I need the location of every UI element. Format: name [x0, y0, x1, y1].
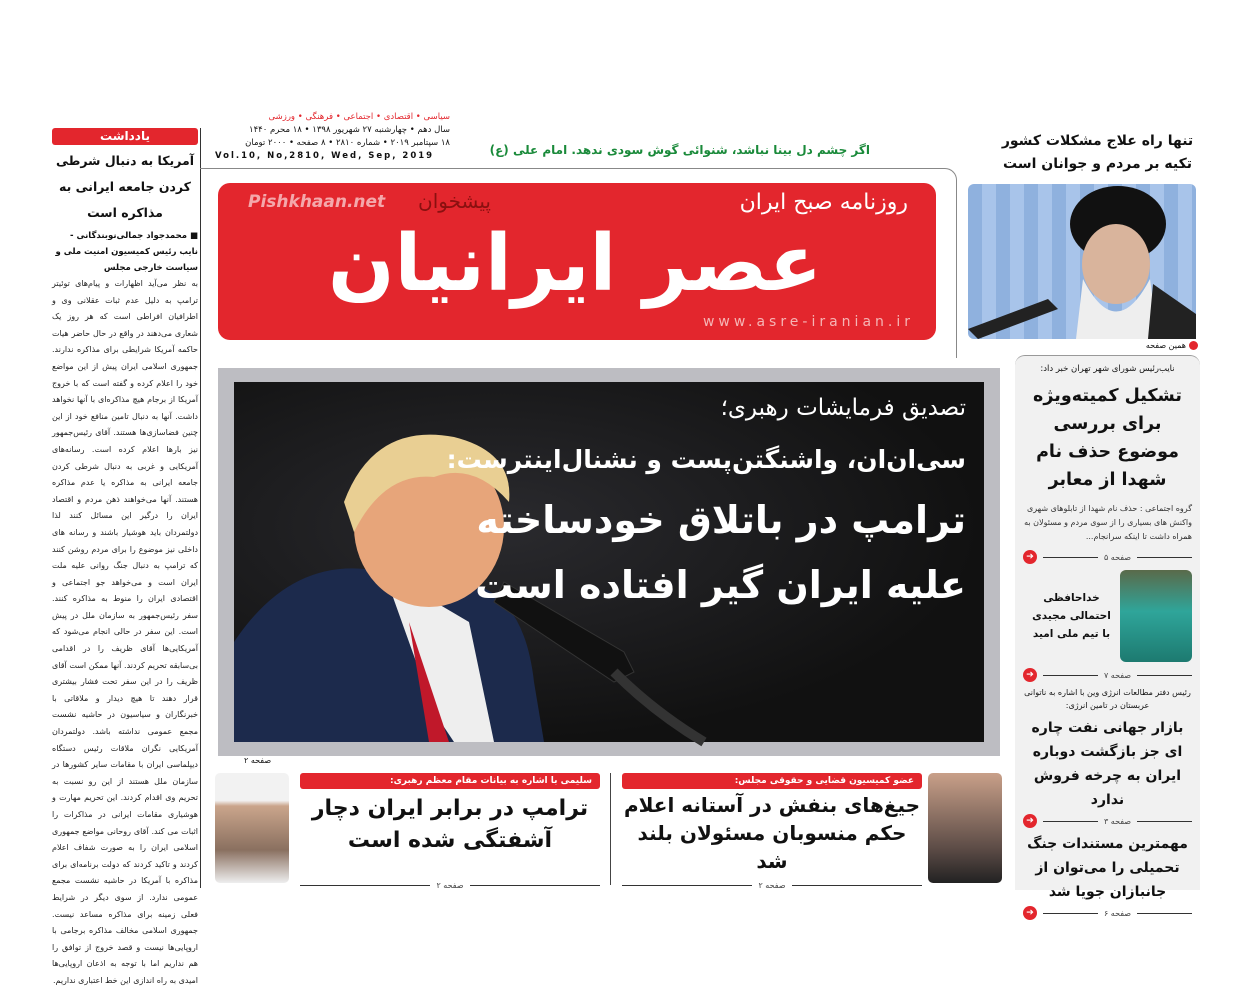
- main-story-photo: [234, 382, 984, 742]
- arrow-circle-icon: ➔: [1023, 906, 1037, 920]
- bottom-story-kicker: سلیمی با اشاره به بیانات مقام معظم رهبری:: [300, 773, 600, 789]
- story2[interactable]: [1023, 570, 1192, 662]
- page-ref-label: صفحه ۳: [1103, 816, 1132, 826]
- main-story-subhead: سی‌ان‌ان، واشنگتن‌پست و نشنال‌اینترست:: [446, 445, 966, 474]
- bottom-story-kicker: عضو کمیسیون قضایی و حقوقی مجلس:: [622, 773, 922, 789]
- masthead-info: [215, 111, 450, 163]
- main-story-frame[interactable]: [218, 368, 1000, 756]
- page-ref-label: صفحه ۷: [1103, 670, 1132, 680]
- cleric-photo: [215, 773, 289, 883]
- lawmaker-photo: [928, 773, 1002, 883]
- story1-page-ref[interactable]: [1023, 550, 1192, 564]
- leader-page-ref[interactable]: [1130, 341, 1198, 350]
- imam-ali-quote: اگر چشم دل بینا نباشد، شنوائی گوش سودی ندهد. امام علی (ع): [489, 143, 870, 157]
- story3-page-ref[interactable]: [1023, 814, 1192, 828]
- leader-photo-illustration: [968, 184, 1196, 339]
- date-line-gregorian: ۱۸ سپتامبر ۲۰۱۹ • شماره ۲۸۱۰ • ۸ صفحه • ۲۰۰۰ تومان: [245, 138, 450, 148]
- majidi-photo: [1120, 570, 1192, 662]
- bottom-story-text: [622, 773, 922, 890]
- story2-page-ref[interactable]: [1023, 668, 1192, 682]
- editorial-column: [52, 128, 201, 985]
- date-line-persian: سال دهم • چهارشنبه ۲۷ شهریور ۱۳۹۸ • ۱۸ محرم ۱۴۴۰: [249, 125, 450, 135]
- right-news-box: [1015, 355, 1200, 918]
- editorial-author: ■ محمدجواد جمالی‌نوبندگانی - نایب رئیس کمیسیون امنیت ملی و سیاست خارجی مجلس: [55, 231, 198, 273]
- story4-headline: مهمترین مستندات جنگ تحمیلی را می‌توان از جانبازان جویا شد: [1027, 836, 1188, 900]
- arrow-circle-icon: ➔: [1023, 814, 1037, 828]
- date-line-english: Vol.10, No,2810, Wed, Sep, 2019: [215, 151, 435, 161]
- logo-subtitle: روزنامه صبح ایران: [739, 190, 908, 215]
- bottom-story-headline: ترامپ در برابر ایران دچار آشفتگی شده است: [311, 796, 589, 853]
- story1-headline: تشکیل کمیته‌ویژه برای بررسی موضوع حذف نام شهدا از معابر: [1033, 386, 1182, 490]
- editorial-title: آمریکا به دنبال شرطی کردن جامعه ایرانی به مذاکره است: [55, 153, 195, 220]
- main-story-headline-2: علیه ایران گیر افتاده است: [475, 563, 966, 607]
- story3-headline: بازار جهانی نفت چاره ای جز بازگشت دوباره ایران به چرخه فروش ندارد: [1031, 720, 1184, 808]
- editorial-body: به نظر می‌آید اظهارات و پیام‌های توئیتر ترامپ به دلیل عدم ثبات عقلانی وی و اطرافیان افراطی است که هر روز یک شعاری می‌دهند در واقع در حال حاضر هیات حاکمه آمریکا شرایطی برای مذاکره ندارند. جمهوری اسلامی ایران پیش از این مواضع خود را اعلام کرده و گفته است که با خروج آمریکا از برجام هیچ مذاکره‌ای با آنها نخواهد داشت. آنها به دنبال تامین منافع خود از این چنین فضاسازی‌ها هستند. آقای رئیس‌جمهور نیز بارها اعلام کرده است. رسانه‌های آمریکایی و غربی به دنبال شرطی کردن جامعه ایرانی به مذاکره یا عدم مذاکره هستند. آنها می‌خواهند ذهن مردم و اقتصاد ایران را درگیر این مسائل کنند لذا دولتمردان باید هوشیار باشند و رسانه های داخلی نیز موضوع را برای مردم روشن کنند که ترامپ به دنبال جنگ روانی علیه ملت ایران است و می‌خواهد جو اجتماعی و اقتصادی ایران را منوط به مذاکره کنند. سفر رئیس‌جمهور به سازمان ملل در پیش است. این سفر در حالی انجام می‌شود که آمریکایی‌ها آقای ظریف را در اقدامی بی‌سابقه تحریم کردند. آنها ممکن است آقای ظریف را در این سفر تحت فشار بیشتری قرار دهند تا هیچ دیدار و ملاقاتی با خبرنگاران و سیاسیون در حاشیه نشست مجمع عمومی نداشته باشد. دولتمردان آمریکایی نگران ملاقات رئیس دستگاه دیپلماسی ایران با مقامات سایر کشورها در سازمان ملل هستند از این رو نسبت به تحریم وی اقدام کردند. این تحریم مهارت و هوشیاری مقامات ایرانی در مذاکرات را اثبات می کند. آقای روحانی مواضع جمهوری اسلامی ایران را به صورت شفاف اعلام کردند و تاکید کردند که دولت برنامه‌ای برای مذاکره با آمریکا در حاشیه نشست مجمع عمومی ندارد. از سوی دیگر در شرایط فعلی زمینه برای مذاکره مساعد نیست. جمهوری اسلامی مخالف مذاکره برجامی با اروپایی‌ها نیست و قصد خروج از توافق را هم نداریم اما با توجه به اذعان اروپایی‌ها امیدی به راه اندازی این خط اعتباری نداریم.: [52, 279, 198, 985]
- watermark-persian: پیشخوان: [418, 189, 491, 213]
- page-ref-label: صفحه ۲: [436, 881, 464, 890]
- logo-title: عصر ایرانیان: [327, 219, 823, 309]
- arrow-circle-icon: ➔: [1023, 550, 1037, 564]
- bottom-story-text: [300, 773, 600, 890]
- bottom-story-page-ref[interactable]: [622, 881, 922, 890]
- page-ref-label: صفحه ۲: [758, 881, 786, 890]
- story4-page-ref[interactable]: [1023, 906, 1192, 920]
- story2-headline: خداحافظی احتمالی مجیدی با تیم ملی امید: [1032, 592, 1111, 640]
- bottom-story-page-ref[interactable]: [300, 881, 600, 890]
- page-ref-label: همین صفحه: [1145, 341, 1186, 350]
- story1-kicker: نایب‌رئیس شورای شهر تهران خبر داد:: [1040, 364, 1175, 374]
- logo-website: www.asre-iranian.ir: [702, 314, 914, 330]
- main-story-headline-1: ترامپ در باتلاق خودساخته: [476, 498, 966, 542]
- section-list: سیاسی • اقتصادی • اجتماعی • فرهنگی • ورزشی: [268, 112, 450, 122]
- page-ref-label: صفحه ۵: [1103, 552, 1132, 562]
- bottom-story-headline: جیغ‌های بنفش در آستانه اعلام حکم منسوبان مسئولان بلند شد: [623, 793, 921, 873]
- story3-kicker: رئیس دفتر مطالعات انرژی وین با اشاره به ناتوانی عربستان در تامین انرژی:: [1024, 688, 1191, 710]
- column-divider: [610, 773, 611, 885]
- arrow-circle-icon: [1189, 341, 1198, 350]
- page-ref-label: صفحه ۶: [1103, 908, 1132, 918]
- editorial-label: یادداشت: [52, 128, 198, 145]
- arrow-circle-icon: ➔: [1023, 668, 1037, 682]
- newspaper-logo: [218, 183, 936, 340]
- main-story-page-ref[interactable]: صفحه ۲: [240, 756, 275, 765]
- story1-lead: گروه اجتماعی : حذف نام شهدا از تابلوهای شهری واکنش های بسیاری را از سوی مردم و مسئولان به همراه داشت تا اینکه سرانجام...: [1024, 504, 1192, 541]
- main-story-kicker: تصدیق فرمایشات رهبری؛: [720, 395, 966, 421]
- bottom-story-right[interactable]: [620, 773, 1002, 890]
- watermark: Pishkhaan.net: [248, 192, 386, 212]
- leader-photo: [968, 184, 1196, 339]
- bottom-story-left[interactable]: [215, 773, 600, 890]
- leader-headline: تنها راه علاج مشکلات کشور تکیه بر مردم و جوانان است: [1001, 133, 1194, 172]
